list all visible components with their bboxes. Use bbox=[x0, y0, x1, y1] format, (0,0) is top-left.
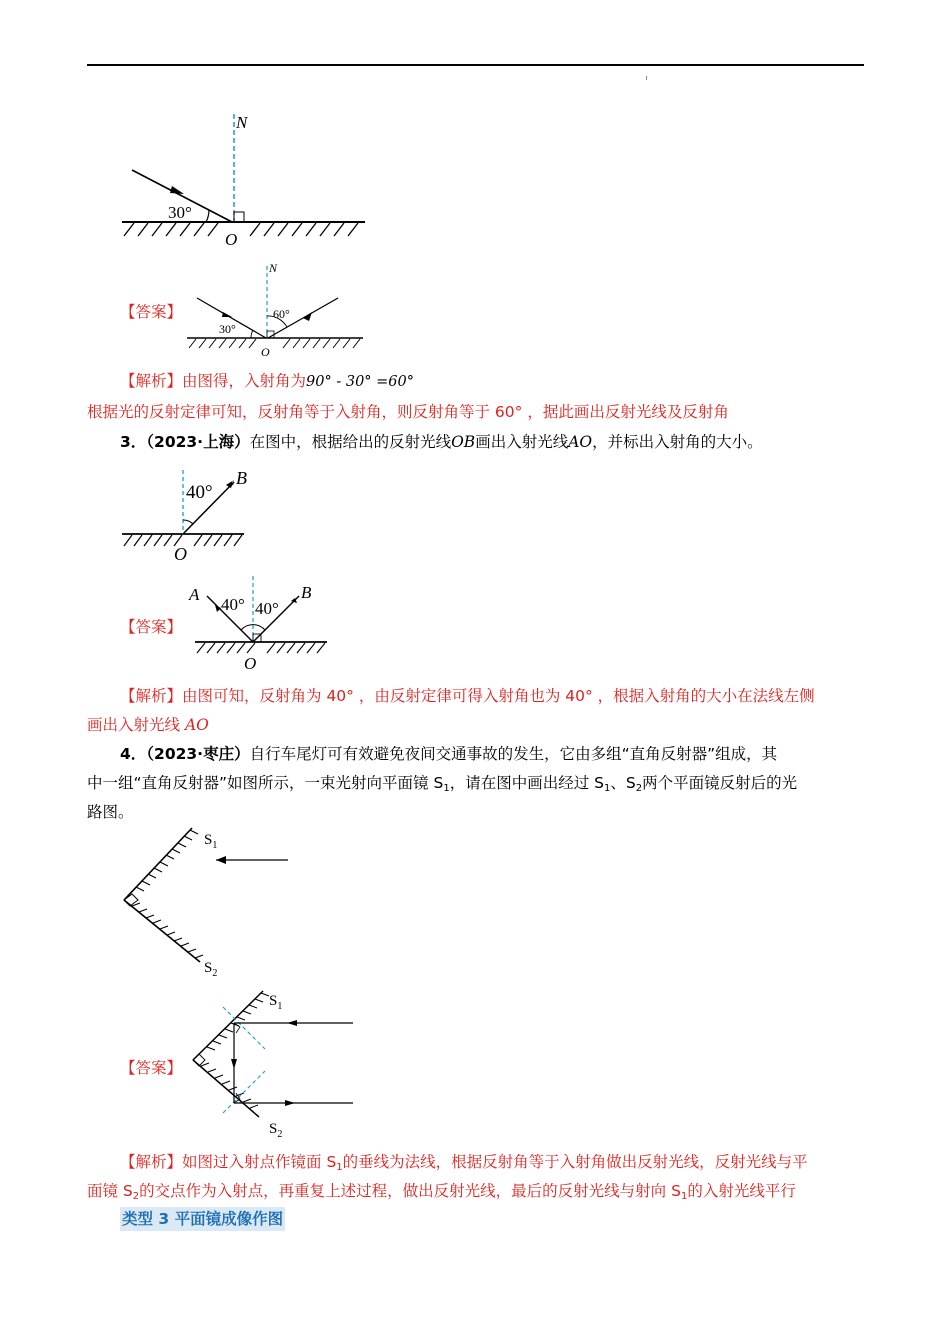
analysis-label-3: 【解析】 bbox=[120, 687, 183, 705]
analysis-4-text-1a: 如图过入射点作镜面 S bbox=[182, 1153, 337, 1171]
answer-label-4: 【答案】 bbox=[120, 1059, 183, 1077]
question-3-ray-ao: AO bbox=[568, 433, 593, 451]
analysis-1-text: 由图得，入射角为 bbox=[182, 372, 307, 390]
analysis-4-text-2b: 的交点作为入射点，再重复上述过程，做出反射光线，最后的反射光线与射向 S bbox=[139, 1182, 681, 1200]
analysis-label-4: 【解析】 bbox=[120, 1153, 183, 1171]
figure-q4-corner-mirrors bbox=[112, 822, 297, 980]
answer4-mirror-1: $S_1$ bbox=[269, 993, 283, 1012]
question-4-sub-1a: 1 bbox=[443, 783, 450, 794]
question-4-text-2a: 中一组“直角反射器”如图所示，一束光射向平面镜 S bbox=[87, 774, 444, 792]
angle-arc bbox=[206, 210, 209, 222]
analysis-4-sub-1a: 1 bbox=[336, 1162, 343, 1173]
right-angle-mark bbox=[234, 212, 244, 222]
question-3-number: 3． bbox=[120, 433, 147, 451]
angle-label: 30° bbox=[168, 203, 192, 222]
q3-point-b: B bbox=[236, 468, 247, 488]
origin-label: O bbox=[225, 230, 238, 249]
question-3-text-a: 在图中，根据给出的反射光线 bbox=[249, 433, 452, 451]
analysis-3-line-2-text: 画出入射光线 bbox=[87, 716, 185, 734]
question-4-sub-2: 2 bbox=[635, 783, 643, 794]
question-4-source: （2023·枣庄） bbox=[146, 745, 250, 763]
q3-origin-label: O bbox=[174, 544, 187, 564]
answer3-angle-left: 40° bbox=[221, 595, 245, 614]
question-4-line-3: 路图。 bbox=[87, 803, 134, 821]
header-rule bbox=[87, 64, 864, 66]
ray-arrow bbox=[170, 186, 184, 194]
analysis-4-text-1b: 的垂线为法线，根据反射角等于入射角做出反射光线，反射光线与平 bbox=[342, 1153, 808, 1171]
section-heading: 类型 3 平面镜成像作图 bbox=[120, 1207, 285, 1231]
figure-answer-1 bbox=[183, 260, 368, 360]
question-4-text-2d: 两个平面镜反射后的光 bbox=[642, 774, 798, 792]
figure-answer-4 bbox=[183, 985, 363, 1140]
question-3-ray-ob: OB bbox=[451, 433, 476, 451]
normal-label: N bbox=[236, 113, 248, 132]
analysis-1-formula: 90° - 30° =60° bbox=[306, 374, 415, 390]
analysis-4-line-2 bbox=[87, 1177, 796, 1211]
question-3-source: （2023·上海） bbox=[146, 433, 250, 451]
question-3-text-b: 画出入射光线 bbox=[475, 433, 569, 451]
answer3-point-b: B bbox=[301, 583, 312, 602]
q3-angle-label: 40° bbox=[186, 482, 213, 503]
figure-q2-incidence bbox=[110, 110, 375, 250]
answer1-angle-out: 60° bbox=[273, 307, 290, 321]
answer-label-3: 【答案】 bbox=[120, 618, 183, 636]
analysis-4-text-2c: 的入射光线平行 bbox=[687, 1182, 796, 1200]
analysis-4-text-2a: 面镜 S bbox=[87, 1182, 133, 1200]
question-3-text-c: ，并标出入射角的大小。 bbox=[592, 433, 763, 451]
question-4-text-2c: 、S bbox=[610, 774, 636, 792]
question-4-text-2b: ，请在图中画出经过 S bbox=[449, 774, 604, 792]
answer3-point-a: A bbox=[189, 585, 200, 604]
question-4-line-2 bbox=[87, 769, 797, 803]
analysis-label-1: 【解析】 bbox=[120, 372, 183, 390]
answer1-normal-label: N bbox=[269, 261, 278, 275]
page-mark bbox=[646, 76, 647, 80]
answer3-origin-label: O bbox=[244, 654, 257, 673]
answer3-angle-right: 40° bbox=[255, 599, 279, 618]
analysis-3-ray-ao: AO bbox=[184, 716, 209, 734]
analysis-4-sub-1b: 1 bbox=[680, 1191, 688, 1202]
answer-label-1: 【答案】 bbox=[120, 303, 183, 321]
analysis-3-line-2 bbox=[87, 711, 209, 739]
q4-mirror-2: $S_2$ bbox=[204, 960, 218, 979]
question-3 bbox=[120, 428, 763, 456]
question-4-text-1: 自行车尾灯可有效避免夜间交通事故的发生，它由多组“直角反射器”组成，其 bbox=[249, 745, 778, 763]
question-4-line-1 bbox=[120, 740, 777, 768]
analysis-1-line-2: 根据光的反射定律可知，反射角等于入射角，则反射角等于 60° ，据此画出反射光线及反射角 bbox=[87, 403, 729, 421]
figure-q3-reflection bbox=[116, 462, 251, 567]
analysis-3-line-1 bbox=[120, 682, 815, 710]
mirror-hatching bbox=[124, 223, 358, 236]
figure-answer-3 bbox=[185, 572, 335, 676]
answer1-origin-label: O bbox=[261, 345, 270, 359]
analysis-1-line-1 bbox=[120, 367, 414, 396]
answer4-mirror-2: $S_2$ bbox=[269, 1121, 283, 1140]
answer1-angle-in: 30° bbox=[219, 322, 236, 336]
analysis-3-text: 由图可知，反射角为 40° ，由反射定律可得入射角也为 40° ，根据入射角的大小在法线左侧 bbox=[182, 687, 815, 705]
question-4-sub-1b: 1 bbox=[603, 783, 611, 794]
analysis-4-sub-2: 2 bbox=[132, 1191, 140, 1202]
question-4-number: 4． bbox=[120, 745, 147, 763]
q4-mirror-1: $S_1$ bbox=[204, 832, 218, 851]
